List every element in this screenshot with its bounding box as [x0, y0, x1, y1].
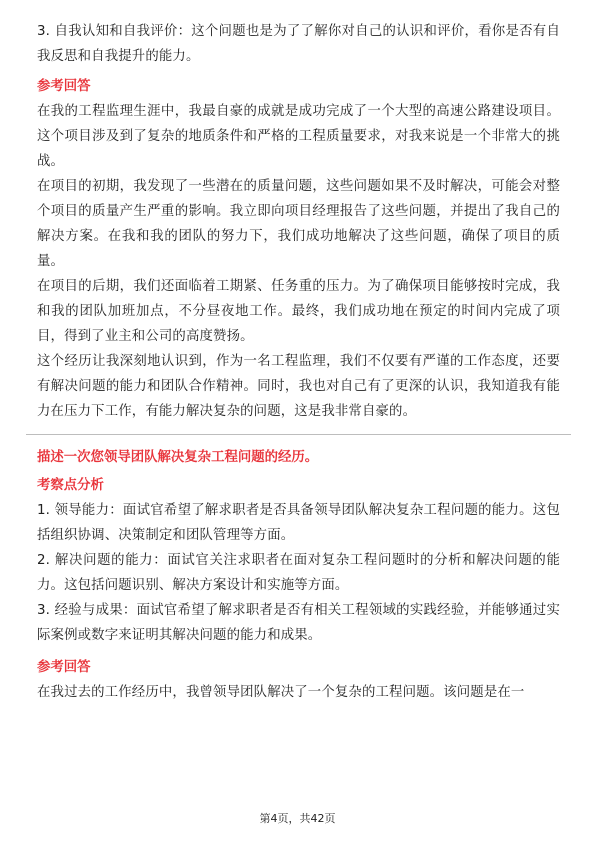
assessment-point-3: 3. 自我认知和自我评价：这个问题也是为了了解你对自己的认识和评价，看你是否有自我反思和自我提升的能力。 [37, 24, 560, 64]
analysis-heading: 考察点分析 [37, 478, 104, 493]
reference-answer-heading: 参考回答 [37, 79, 91, 94]
answer-paragraph: 这个经历让我深刻地认识到，作为一名工程监理，我们不仅要有严谨的工作态度，还要有解决问题的能力和团队合作精神。同时，我也对自己有了更深的认识，我知道我有能力在压力下工作，有能力解决复杂的问题，这是我非常自豪的。 [37, 354, 560, 419]
answer-paragraph: 在我的工程监理生涯中，我最自豪的成就是成功完成了一个大型的高速公路建设项目。这个项目涉及到了复杂的地质条件和严格的工程质量要求，对我来说是一个非常大的挑战。 [37, 104, 560, 169]
interview-question: 描述一次您领导团队解决复杂工程问题的经历。 [37, 450, 319, 465]
page-content [37, 19, 560, 705]
assessment-point: 2. 解决问题的能力：面试官关注求职者在面对复杂工程问题时的分析和解决问题的能力。这包括问题识别、解决方案设计和实施等方面。 [37, 553, 560, 593]
reference-answer-heading: 参考回答 [37, 660, 91, 675]
answer-paragraph: 在我过去的工作经历中，我曾领导团队解决了一个复杂的工程问题。该问题是在一 [37, 685, 525, 700]
assessment-point: 3. 经验与成果：面试官希望了解求职者是否有相关工程领域的实践经验，并能够通过实际案例或数字来证明其解决问题的能力和成果。 [37, 603, 560, 643]
assessment-point: 1. 领导能力：面试官希望了解求职者是否具备领导团队解决复杂工程问题的能力。这包括组织协调、决策制定和团队管理等方面。 [37, 503, 560, 543]
page-number: 第4页，共42页 [259, 812, 336, 825]
answer-paragraph: 在项目的后期，我们还面临着工期紧、任务重的压力。为了确保项目能够按时完成，我和我的团队加班加点，不分昼夜地工作。最终，我们成功地在预定的时间内完成了项目，得到了业主和公司的高度赞扬。 [37, 279, 560, 344]
answer-paragraph: 在项目的初期，我发现了一些潜在的质量问题，这些问题如果不及时解决，可能会对整个项目的质量产生严重的影响。我立即向项目经理报告了这些问题，并提出了我自己的解决方案。在我和我的团队的努力下，我们成功地解决了这些问题，确保了项目的质量。 [37, 179, 560, 269]
section-divider [26, 434, 571, 435]
